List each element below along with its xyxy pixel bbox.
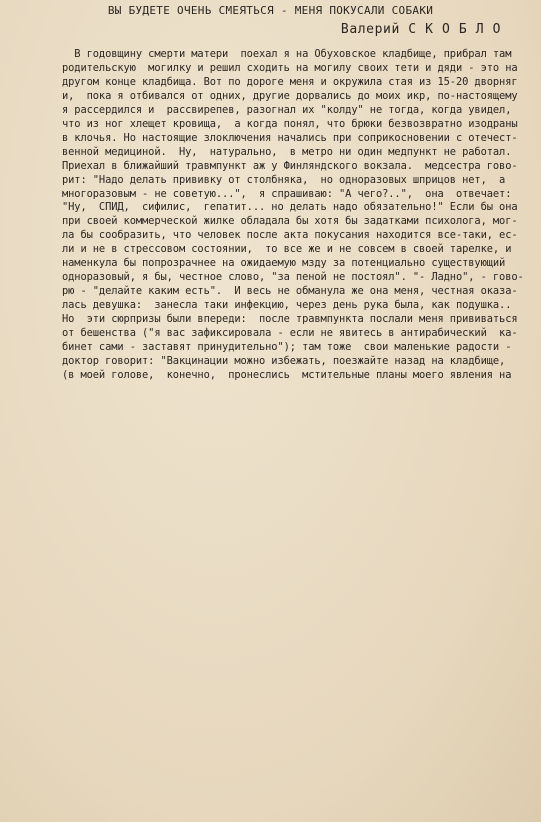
story-line: (в моей голове, конечно, пронеслись мстительные планы моего явления на	[62, 368, 512, 381]
author-byline: Валерий С К О Б Л О	[340, 22, 501, 37]
story-line: ли и не в стрессовом состоянии, то все же и не совсем в своей тарелке, и	[62, 243, 512, 256]
story-line: одноразовый, я бы, честное слово, "за пеной не постоял". "- Ладно", - гово-	[62, 271, 524, 284]
story-line: "Ну, СПИД, сифилис, гепатит... но делать надо обязательно!" Если бы она	[62, 201, 518, 214]
story-line: бинет сами - заставят принудительно"); там тоже свои маленькие радости -	[62, 341, 512, 354]
story-line: лась девушка: занесла таки инфекцию, через день рука была, как подушка..	[62, 299, 512, 312]
story-line: другом конце кладбища. Вот по дороге меня и окружила стая из 15-20 дворняг	[62, 75, 518, 88]
story-line: венной медициной. Ну, натурально, в метро ни один медпункт не работал.	[62, 145, 512, 158]
story-line: что из ног хлещет кровища, а когда понял, что брюки безвозвратно изодраны	[62, 117, 518, 130]
page-title: ВЫ БУДЕТЕ ОЧЕНЬ СМЕЯТЬСЯ - МЕНЯ ПОКУСАЛИ СОБАКИ	[107, 4, 434, 17]
story-line: многоразовым - не советую...", я спрашиваю: "А чего?..", она отвечает:	[62, 187, 512, 200]
story-line: от бешенства ("я вас зафиксировала - если не явитесь в антирабический ка-	[62, 327, 518, 340]
story-body	[62, 48, 524, 383]
story-line: ла бы сообразить, что человек после акта покусания находится все-таки, ес-	[62, 229, 518, 242]
story-line: В годовщину смерти матери поехал я на Обуховское кладбище, прибрал там	[62, 48, 512, 60]
story-line: Но эти сюрпризы были впереди: после травмпункта послали меня прививаться	[62, 313, 518, 326]
story-line: в клочья. Но настоящие злоключения начались при соприкосновении с отечест-	[62, 131, 518, 144]
story-line: я рассердился и рассвирепев, разогнал их "колду" не тогда, когда увидел,	[62, 103, 512, 116]
story-line: при своей коммерческой жилке обладала бы хотя бы задатками психолога, мог-	[62, 215, 518, 228]
story-line: Приехал в ближайший травмпункт аж у Финляндского вокзала. медсестра гово-	[62, 159, 518, 172]
story-line: и, пока я отбивался от одних, другие дорвались до моих икр, по-настоящему	[62, 89, 518, 102]
story-line: родительскую могилку и решил сходить на могилу своих тети и дяди - это на	[62, 61, 518, 74]
story-line: наменкула бы попрозрачнее на ожидаемую мзду за потенциально существующий	[62, 257, 506, 270]
story-line: доктор говорит: "Вакцинации можно избежать, поезжайте назад на кладбище,	[62, 354, 506, 367]
story-line: рю - "делайте каким есть". И весь не обманула же она меня, честная оказа-	[62, 285, 518, 298]
story-line: рит: "Надо делать прививку от столбняка, но одноразовых шприцов нет, а	[62, 173, 506, 186]
